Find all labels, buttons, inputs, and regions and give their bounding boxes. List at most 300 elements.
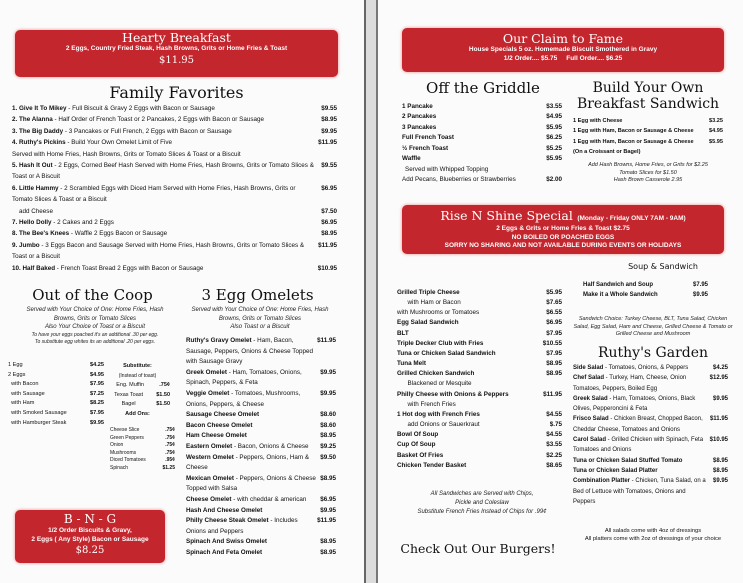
menu-item-name: Ham Cheese Omelet (186, 432, 247, 440)
omelets-note-2: Also Toast or a Biscuit (230, 324, 290, 330)
menu-item (573, 126, 723, 136)
menu-item (402, 123, 562, 133)
menu-item-description (186, 537, 320, 548)
menu-item-detail: add Onions or Sauerkraut (397, 421, 480, 429)
menu-item-description (573, 466, 713, 476)
menu-item (12, 183, 337, 206)
menu-item-name: Cheese Omelet (186, 495, 232, 503)
half-sandwich-list (583, 280, 708, 301)
menu-item (583, 280, 708, 290)
menu-item-description (186, 548, 320, 559)
menu-item (397, 440, 562, 450)
menu-item (583, 290, 708, 300)
menu-item-name: Bagel (121, 401, 136, 408)
menu-item-price: $9.95 (712, 395, 728, 402)
menu-item-description (402, 144, 546, 154)
menu-item-price: $9.95 (712, 478, 728, 485)
menu-item-description (12, 263, 318, 274)
bng-box (15, 510, 165, 563)
menu-item (186, 389, 336, 410)
menu-item-detail: - Bacon, Onions & Cheese (232, 442, 309, 450)
menu-item-name: Texas Toast (114, 391, 144, 398)
menu-item-price: $7.95 (546, 349, 562, 357)
menu-item-detail: - Chicken, Tuna Salad, on a Bed of Lettuce with Tomatoes, Onions and Peppers (573, 478, 708, 505)
menu-item-name: Philly Cheese Steak Omelet (186, 517, 269, 525)
menu-item-name: Side Salad (573, 365, 604, 371)
menu-item-name: Western Omelet (186, 453, 234, 461)
menu-item-description (397, 400, 562, 410)
menu-item-description (8, 390, 90, 400)
menu-item (397, 359, 562, 369)
menu-item-description (12, 126, 321, 137)
menu-item-name: Spinach And Feta Omelet (186, 548, 263, 556)
sandwich-list (573, 116, 723, 158)
omelets-list (186, 336, 336, 558)
menu-item-description (8, 399, 90, 409)
menu-item-description (186, 336, 317, 368)
menu-item-price: $10.95 (317, 264, 337, 272)
coop-note (15, 306, 175, 346)
menu-item (12, 103, 337, 114)
menu-item-price: .75¢ (159, 382, 170, 389)
menu-item-price: $11.95 (543, 390, 562, 398)
sandwich-sides-note (397, 490, 567, 517)
hearty-price: $11.95 (159, 54, 194, 66)
menu-item (186, 548, 336, 559)
menu-item-description (397, 420, 550, 430)
sides-note-2: Pickle and Coleslaw (455, 500, 509, 506)
menu-item-name: 1 Hot dog with French Fries (397, 410, 480, 418)
menu-item (397, 430, 562, 440)
griddle-add (402, 175, 562, 185)
menu-item-name: 2. The Alanna (12, 116, 53, 124)
soup-sandwich-list (397, 288, 562, 471)
griddle-add-price: $2.00 (546, 176, 562, 184)
menu-item (186, 410, 336, 421)
menu-item-price: $6.95 (321, 219, 337, 227)
menu-item-price: $11.95 (317, 517, 336, 525)
menu-item-description (12, 103, 321, 114)
menu-item-name: 5. Hash It Out (12, 162, 53, 170)
menu-item-name: 3. The Big Daddy (12, 127, 64, 135)
soup-sandwich-heading: Soup & Sandwich (628, 262, 698, 271)
menu-item-name: Grilled Triple Cheese (397, 289, 460, 296)
menu-item (110, 457, 175, 465)
menu-item-price: $8.95 (321, 230, 337, 238)
menu-item-description (402, 123, 546, 133)
menu-item-price: $5.95 (546, 289, 562, 296)
menu-item-price: $5.95 (546, 155, 562, 163)
menu-item (402, 144, 562, 154)
menu-item-detail: - 2 Cakes and 2 Eggs (51, 219, 114, 227)
menu-item-name: Veggie Omelet (186, 389, 230, 397)
menu-item-price: $9.95 (320, 389, 336, 397)
menu-item-description (397, 359, 546, 369)
menu-item-name: Egg Salad Sandwich (397, 319, 459, 327)
coop-note-1: Served with Your Choice of One: Home Fries, Hash Browns, Grits or Tomato Slices (26, 307, 164, 322)
menu-item-name: Hash And Cheese Omelet (186, 506, 263, 514)
menu-item-description (186, 368, 320, 389)
menu-item-price: $10.55 (542, 339, 562, 347)
menu-item-name: 1 Pancake (402, 103, 433, 110)
menu-item-name: ½ French Toast (402, 144, 449, 152)
menu-item (12, 160, 337, 183)
menu-item-description (186, 421, 320, 432)
sandwich-notes (573, 162, 723, 185)
menu-item-name: Eastern Omelet (186, 442, 233, 450)
menu-item-detail: - Grilled Chicken with Spinach, Feta Tomatoes and Onions (573, 437, 705, 454)
menu-item-name: Spinach (110, 464, 129, 471)
menu-item-name: Sausage Cheese Omelet (186, 411, 260, 419)
menu-item-price: $8.60 (320, 411, 336, 419)
menu-item (186, 453, 336, 474)
menu-item-description (8, 371, 90, 381)
menu-item (8, 399, 104, 409)
menu-item-price: $7.65 (546, 299, 562, 307)
menu-item-detail: - 3 Eggs Bacon and Sausage Served with Home Fries, Hash Browns, Grits or Tomato Slices & Toast or a Biscuit (12, 241, 306, 261)
menu-item-price: $8.95 (320, 432, 336, 440)
menu-item-price: $9.95 (320, 506, 336, 514)
menu-item (397, 339, 562, 349)
menu-item-description (397, 461, 546, 471)
family-favorites-list (12, 103, 337, 274)
menu-item (573, 466, 728, 476)
menu-item-detail: - Ham, Tomatoes, Onions, Spinach, Peppers, & Feta (186, 368, 304, 387)
garden-note-1: All salads come with 4oz of dressings (604, 528, 702, 534)
menu-item-name: 10. Half Baked (12, 264, 56, 272)
menu-item-name: 1 Egg with Ham, Bacon or Sausage & Cheese (573, 128, 694, 135)
menu-item (573, 363, 728, 373)
menu-item (12, 263, 337, 274)
menu-item-description (397, 369, 546, 379)
griddle-heading: Off the Griddle (426, 79, 540, 97)
menu-item-price: $6.95 (546, 319, 562, 327)
menu-item-price: $9.50 (320, 453, 336, 461)
sandwich-heading: Build Your Own Breakfast Sandwich (576, 80, 720, 112)
menu-item-price: $8.95 (320, 538, 336, 546)
menu-item-description (186, 431, 320, 442)
menu-item (12, 126, 337, 137)
menu-item-description (402, 154, 546, 164)
menu-item (186, 421, 336, 432)
menu-item-detail: - Half Order of French Toast or 2 Pancakes, 2 Eggs with Bacon or Sausage (52, 116, 265, 124)
left-menu-page (0, 0, 366, 583)
menu-item (8, 380, 104, 390)
menu-item-description (573, 116, 709, 126)
menu-item-price: $8.95 (321, 116, 337, 124)
menu-item-description (12, 240, 318, 263)
menu-item-name: with Bacon (8, 381, 39, 388)
menu-item-name: 6. Little Hammy (12, 184, 59, 192)
menu-item (186, 368, 336, 389)
garden-list (573, 363, 728, 507)
rise-line-3: SORRY NO SHARING AND NOT AVAILABLE DURING EVENTS OR HOLIDAYS (444, 242, 682, 249)
bng-line-1: 1/2 Order Biscuits & Gravy, (48, 527, 132, 534)
menu-item-price: $3.55 (546, 103, 562, 110)
omelets-heading: 3 Egg Omelets (201, 286, 314, 304)
menu-item (573, 414, 728, 435)
menu-item-detail: - Full Biscuit & Gravy 2 Eggs with Bacon or Sausage (66, 105, 215, 112)
menu-item-description (573, 476, 713, 507)
menu-item-detail: - Chicken Breast, Chopped Bacon, Cheddar Cheese, Tomatoes and Onions (573, 416, 705, 433)
menu-item-description (573, 394, 713, 415)
menu-item-price: $8.95 (712, 457, 728, 464)
menu-item (397, 410, 562, 420)
menu-item-description (397, 440, 546, 450)
menu-item-description (397, 308, 546, 318)
omelets-note (186, 306, 334, 332)
menu-item-name: Onion (110, 442, 124, 448)
menu-item-description (397, 390, 543, 400)
menu-item-price: $6.95 (321, 184, 337, 192)
griddle-list (402, 102, 562, 164)
menu-item-name: with Ham (8, 400, 35, 407)
menu-item-price: $8.95 (320, 474, 336, 482)
menu-item-price: $4.95 (90, 371, 104, 378)
menu-item-description (110, 427, 165, 435)
menu-item-name: Basket Of Fries (397, 451, 444, 459)
menu-item-description (573, 414, 710, 435)
menu-item-price: $4.55 (546, 410, 562, 418)
menu-item-name: Combination Platter (573, 478, 631, 485)
rise-n-shine-box (402, 205, 724, 254)
menu-item-name: 8. The Bee's Knees (12, 230, 70, 238)
menu-item (110, 465, 175, 473)
menu-item-description (397, 288, 546, 298)
menu-item-description (573, 126, 709, 136)
menu-item-name: Tuna Melt (397, 360, 426, 368)
rise-line-2: NO BOILED OR POACHED EGGS (511, 233, 615, 241)
menu-item-description (573, 137, 709, 147)
menu-item (573, 373, 728, 394)
menu-item-name: 3 Pancakes (402, 123, 437, 131)
menu-item-price: $6.55 (546, 309, 562, 317)
rise-title: Rise N Shine Special (440, 208, 573, 223)
menu-item-price: $4.25 (90, 362, 104, 368)
menu-item-detail: Blackened or Mesquite (397, 380, 472, 388)
menu-item-description (397, 430, 546, 440)
menu-item (573, 394, 728, 415)
menu-item (573, 147, 723, 157)
menu-item-description (12, 206, 321, 217)
menu-item (402, 112, 562, 122)
menu-item-price: $1.50 (156, 391, 170, 398)
menu-item-description (186, 506, 320, 517)
menu-item-price: $7.25 (90, 390, 104, 397)
menu-item-name: with Hamburger Steak (8, 419, 67, 426)
menu-item-description (186, 389, 320, 410)
menu-item-name: Mushrooms (110, 449, 137, 456)
menu-item-name: Ruthy's Gravy Omelet (186, 337, 252, 344)
menu-item-description (8, 419, 90, 429)
menu-item-name: Carol Salad (573, 437, 607, 444)
sides-note-1: All Sandwiches are Served with Chips, (430, 491, 534, 497)
menu-item-name: with Smoked Sausage (8, 409, 67, 416)
menu-item-price: $11.95 (318, 241, 337, 249)
menu-item (8, 409, 104, 419)
garden-heading: Ruthy's Garden (597, 345, 709, 361)
menu-item (8, 361, 104, 371)
menu-item-price: .75¢ (165, 442, 175, 448)
menu-item-price: .75¢ (165, 449, 175, 456)
menu-item (105, 391, 170, 401)
menu-item-price: $4.55 (546, 431, 562, 439)
menu-item (186, 336, 336, 368)
menu-item-name: Half Sandwich and Soup (583, 282, 654, 288)
menu-item-name: Triple Decker Club with Fries (397, 339, 484, 347)
bng-title: B - N - G (63, 512, 117, 526)
menu-item-description (397, 329, 546, 339)
menu-item-price: $2.25 (546, 451, 562, 459)
coop-list (8, 361, 104, 428)
bng-line-2: 2 Eggs ( Any Style) Bacon or Sausage (31, 535, 149, 543)
sides-note-3: Substitute French Fries Instead of Chips for .99¢ (417, 509, 547, 515)
menu-item (397, 298, 562, 308)
menu-item-price: $4.95 (546, 113, 562, 121)
menu-item-price: $4.95 (709, 128, 723, 135)
menu-item-name: Bacon Cheese Omelet (186, 421, 253, 429)
menu-item-name: 2 Pancakes (402, 113, 437, 121)
menu-item (573, 435, 728, 456)
menu-item-description (402, 133, 546, 143)
menu-item-name: Cup Of Soup (397, 441, 436, 449)
menu-item-description (397, 298, 546, 308)
menu-item-name: Philly Cheese with Onions & Peppers (397, 390, 509, 398)
menu-item (397, 390, 562, 400)
menu-item-price: $3.25 (709, 118, 723, 124)
family-favorites-heading: Family Favorites (109, 83, 244, 102)
addons-list (110, 427, 175, 472)
menu-item-description (12, 137, 318, 148)
menu-item (397, 400, 562, 410)
menu-item-description (105, 391, 156, 401)
menu-item-price: $8.65 (546, 461, 562, 469)
menu-item-description (12, 228, 321, 239)
coop-note-4: To substitute egg whites its an additional .20 per eggs. (34, 338, 156, 345)
menu-item (397, 379, 562, 389)
menu-item-detail: - Includes Onions and Peppers (186, 517, 300, 535)
burgers-callout: Check Out Our Burgers! (400, 541, 556, 556)
menu-item (186, 495, 336, 506)
coop-note-3: To have your eggs poached it's an additional .30 per egg. (31, 331, 159, 338)
garden-note-2: All platters come with 2oz of dressings of your choice (584, 535, 722, 542)
menu-item-name: Make it a Whole Sandwich (583, 292, 658, 299)
claim-prices: 1/2 Order.... $5.75 Full Order.... $6.25 (503, 54, 623, 62)
menu-item (12, 240, 337, 263)
menu-item-name: 1 Egg with Cheese (573, 118, 623, 124)
menu-item-description (573, 373, 710, 394)
menu-item-name: Greek Salad (573, 395, 608, 402)
menu-item (110, 442, 175, 450)
menu-item-description (8, 409, 90, 419)
menu-item-name: BLT (397, 329, 409, 337)
menu-item-name: Bowl Of Soup (397, 431, 439, 439)
menu-item-price: $11.95 (317, 337, 336, 344)
menu-item-description (105, 400, 156, 410)
menu-item-price: $8.95 (546, 360, 562, 368)
menu-item-price: $8.25 (90, 400, 104, 407)
menu-item-description (583, 280, 693, 290)
menu-item-description (397, 410, 546, 420)
menu-item (573, 116, 723, 126)
claim-title: Our Claim to Fame (502, 31, 624, 46)
menu-item-price: $8.95 (712, 467, 728, 474)
menu-item-price: $8.60 (320, 421, 336, 429)
menu-item-name: Cheese Slice (110, 427, 140, 433)
menu-item-price: $7.50 (321, 207, 337, 215)
menu-item (186, 516, 336, 537)
menu-item-name: Tuna or Chicken Salad Stuffed Tomato (573, 457, 683, 464)
menu-item-price: $9.95 (692, 292, 708, 299)
addons-title: Add Ons: (125, 410, 150, 417)
menu-item-name: Eng. Muffin (116, 382, 144, 389)
menu-item-price: $9.95 (321, 127, 337, 135)
menu-item-description (573, 147, 723, 157)
menu-item-name: Chicken Tender Basket (397, 461, 467, 469)
menu-item-description (402, 112, 546, 122)
rise-days: (Monday - Friday ONLY 7AM - 9AM) (577, 215, 686, 222)
menu-item-price: $5.95 (709, 138, 723, 145)
omelets-note-1: Served with Your Choice of One: Home Fries, Hash Browns, Grits or Tomato Slices (191, 307, 329, 322)
menu-item-description (186, 453, 320, 474)
griddle-notes (402, 165, 562, 186)
menu-item (12, 137, 337, 148)
menu-item-price: $6.25 (546, 134, 562, 142)
menu-item-price: $3.55 (546, 441, 562, 449)
menu-item-price: $12.95 (709, 375, 728, 382)
menu-item-price: $5.95 (546, 123, 562, 131)
sandwich-note-2: Tomato Slices for $1.50 (619, 169, 677, 176)
menu-item-name: Grilled Chicken Sandwich (397, 370, 475, 378)
menu-item-price: $1.50 (156, 401, 170, 408)
menu-item (8, 419, 104, 429)
menu-item-price: $5.25 (546, 144, 562, 152)
menu-item-name: 9. Jumbo (12, 241, 40, 249)
menu-item-description (110, 442, 165, 450)
menu-item-name: 1 Egg (8, 362, 23, 368)
coop-heading: Out of the Coop (32, 286, 153, 304)
menu-item-description (397, 318, 546, 328)
right-menu-page (376, 0, 743, 583)
menu-item (397, 369, 562, 379)
menu-item (105, 381, 170, 391)
menu-item-detail: - Peppers, Onions & Cheese Topped with Salsa (186, 474, 318, 493)
menu-item (573, 476, 728, 507)
hearty-breakfast-box (15, 30, 338, 77)
menu-item-price: $7.95 (90, 381, 104, 388)
menu-item-price: $4.25 (712, 365, 728, 371)
menu-item-price: $9.55 (321, 162, 337, 170)
griddle-add-label: Add Pecans, Blueberries or Strawberries (402, 176, 516, 184)
menu-item-price: $7.95 (692, 282, 708, 288)
menu-item-description (573, 435, 710, 456)
menu-item-name: Mexican Omelet (186, 474, 234, 482)
griddle-served: Served with Whipped Topping (405, 166, 489, 173)
menu-item-name: Frisco Salad (573, 416, 609, 423)
menu-item (8, 390, 104, 400)
menu-item-detail: - Build Your Own Omelet Limit of Five (65, 139, 173, 147)
menu-item-detail: - Turkey, Ham, Cheese, Onion Tomatoes, Peppers, Boiled Egg (573, 375, 688, 392)
menu-item-description (397, 339, 543, 349)
menu-item (110, 435, 175, 443)
menu-item (397, 349, 562, 359)
substitute-list (105, 381, 170, 410)
menu-item-detail: with Mushrooms or Tomatoes (397, 309, 480, 317)
menu-item-description (186, 442, 320, 453)
menu-item (105, 400, 170, 410)
menu-item (186, 442, 336, 453)
menu-item-description (12, 160, 321, 183)
